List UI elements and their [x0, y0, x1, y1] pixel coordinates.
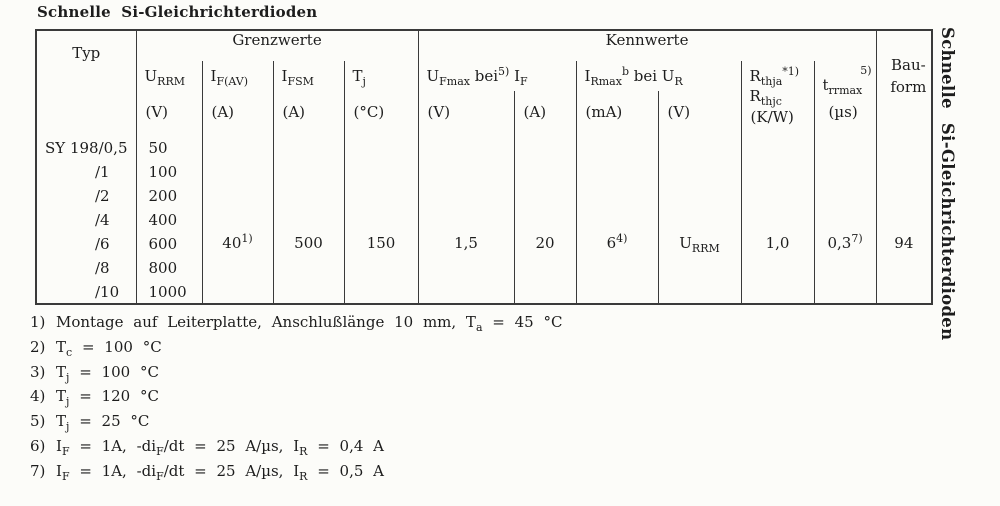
cell-typ: /2: [36, 184, 136, 208]
col-symbol-trrmax: $t_{rrmax}$: [822, 76, 863, 97]
merged-cell-if: 20: [514, 136, 576, 304]
footnote-text: $T_c = 100$ °C: [56, 337, 162, 359]
merged-cell-trrmax: 0,3$^{7)}$: [814, 136, 876, 304]
footnote-text: Montage auf Leiterplatte, Anschlußlänge 10 mm, $T_a = 45$ °C: [56, 313, 563, 334]
col-symbol-ifav: $I_{F(AV)}$: [210, 67, 248, 88]
col-unit-ur-v: (V): [658, 91, 691, 136]
merged-cell-ufmax: 1,5: [418, 136, 514, 304]
col-header-urrm: [136, 61, 202, 136]
merged-cell-ifsm: 500: [273, 136, 344, 304]
footnote-marker: 4): [30, 387, 46, 406]
cell-typ: /8: [36, 256, 136, 280]
group-header-typ: Typ: [36, 30, 136, 136]
footnote-1: [30, 313, 562, 338]
col-header-ufmax-if: [418, 61, 576, 136]
column-header-row: [36, 61, 932, 136]
col-header-rth: [741, 61, 814, 136]
merged-cell-ifav: 40$^{1)}$: [202, 136, 273, 304]
footnote-text: $I_F = 1A$, $-di_F/dt = 25$ A/µs, $I_R = 0,4$ A: [56, 436, 384, 458]
cell-urrm: 1000: [136, 280, 202, 304]
col-symbol-rthjc: $R_{thjc}$: [749, 87, 782, 108]
footnote-6: [30, 437, 562, 462]
col-symbol-tj: $T_j$: [352, 67, 366, 88]
group-header-kennwerte: Kennwerte: [418, 30, 876, 61]
footnote-text: $T_j = 100$ °C: [56, 362, 159, 384]
footnote-marker: 5): [30, 412, 46, 431]
col-unit-tj: (°C): [353, 103, 385, 121]
cell-typ: /4: [36, 208, 136, 232]
footnote-text: $I_F = 1A$, $-di_F/dt = 25$ A/µs, $I_R = 0,5$ A: [56, 461, 384, 483]
footnote-5: [30, 412, 562, 437]
group-header-row: [36, 30, 932, 61]
bauform-label-line2: form: [890, 78, 927, 96]
cell-typ: SY 198/0,5: [36, 136, 136, 160]
col-unit-ufmax-v: (V): [427, 103, 451, 121]
bauform-label-line1: Bau-: [890, 56, 926, 74]
cell-urrm: 800: [136, 256, 202, 280]
merged-cell-tj: 150: [344, 136, 418, 304]
col-header-trrmax: [814, 61, 876, 136]
footnote-7: [30, 462, 562, 487]
footnote-marker: 1): [30, 313, 46, 331]
cell-urrm: 400: [136, 208, 202, 232]
footnote-marker: 6): [30, 436, 46, 455]
table-row: [36, 136, 932, 160]
footnote-3: [30, 363, 562, 388]
col-header-tj: [344, 61, 418, 136]
group-header-grenzwerte: Grenzwerte: [136, 30, 418, 61]
footnote-text: $T_j = 25$ °C: [56, 412, 150, 434]
cell-urrm: 100: [136, 160, 202, 184]
cell-urrm: 600: [136, 232, 202, 256]
col-unit-ufmax-a: (A): [514, 91, 547, 136]
footnote-marker: 2): [30, 337, 46, 356]
cell-typ: /10: [36, 280, 136, 304]
footnotes: [30, 313, 562, 487]
col-unit-irmax-ma: (mA): [585, 103, 623, 121]
col-unit-trrmax: (µs): [828, 103, 858, 121]
col-unit-ifsm: (A): [282, 103, 306, 121]
diode-spec-table: [35, 29, 933, 305]
cell-urrm: 200: [136, 184, 202, 208]
col-unit-ifav: (A): [211, 103, 235, 121]
footnote-text: $T_j = 120$ °C: [56, 387, 159, 409]
col-header-ifsm: [273, 61, 344, 136]
col-symbol-irmax: $I_{Rmax}^b$ bei $U_R$: [584, 65, 683, 88]
footnote-marker: 7): [30, 461, 46, 480]
col-symbol-ifsm: $I_{FSM}$: [281, 67, 314, 88]
col-header-ifav: [202, 61, 273, 136]
cell-urrm: 50: [136, 136, 202, 160]
col-symbol-ufmax: $U_{Fmax}$ bei$^{5)}$ $I_F$: [426, 65, 528, 88]
col-symbol-rthja: $R_{thja}^{*1)}$: [749, 65, 800, 88]
col-symbol-urrm: $U_{RRM}$: [144, 67, 185, 88]
trrmax-footnote-ref: 5): [860, 64, 872, 77]
col-header-bauform: [876, 30, 932, 136]
footnote-2: [30, 338, 562, 363]
merged-cell-rth: 1,0: [741, 136, 814, 304]
page-title: Schnelle Si-Gleichrichterdioden: [37, 3, 318, 21]
side-vertical-label: Schnelle Si-Gleichrichterdioden: [938, 27, 957, 341]
col-unit-urrm: (V): [145, 103, 169, 121]
merged-cell-ur: $U_{RRM}$: [658, 136, 741, 304]
col-unit-rth: (K/W): [750, 108, 794, 126]
cell-typ: /1: [36, 160, 136, 184]
footnote-4: [30, 387, 562, 412]
merged-cell-bauform: 94: [876, 136, 932, 304]
col-header-irmax-ur: [576, 61, 741, 136]
merged-cell-irmax: 6$^{4)}$: [576, 136, 658, 304]
footnote-marker: 3): [30, 362, 46, 381]
cell-typ: /6: [36, 232, 136, 256]
